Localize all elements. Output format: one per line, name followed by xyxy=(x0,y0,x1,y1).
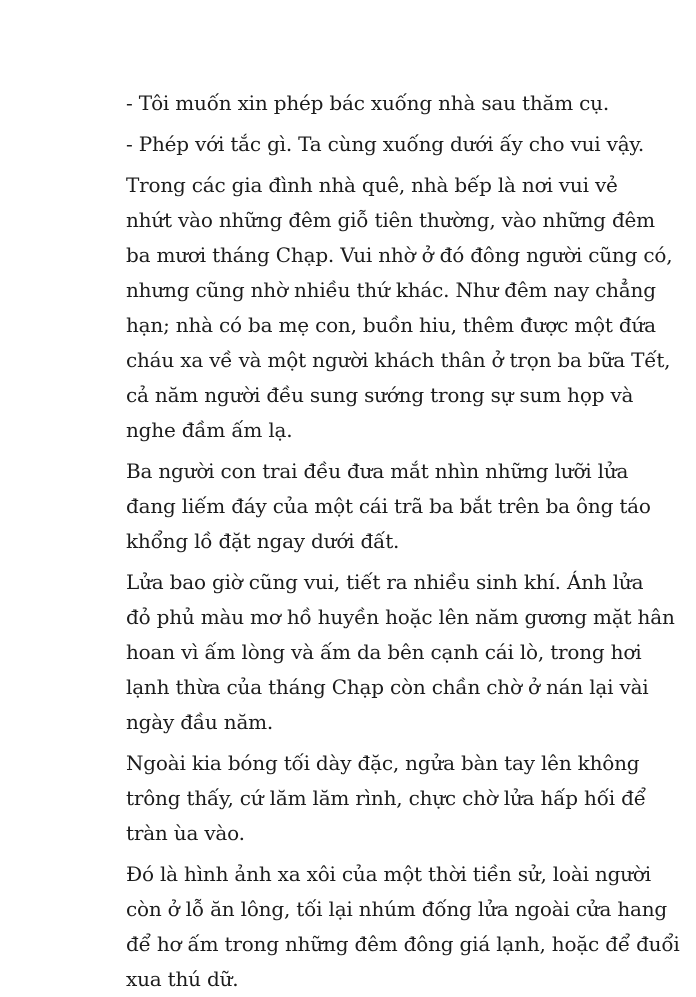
text-line: còn ở lỗ ăn lông, tối lại nhúm đống lửa ngoài cửa hang xyxy=(126,897,668,921)
text-line: để hơ ấm trong những đêm đông giá lạnh, hoặc để đuổi xyxy=(126,932,680,956)
text-line: - Phép với tắc gì. Ta cùng xuống dưới ấy cho vui vậy. xyxy=(126,132,645,156)
paragraph-firelight xyxy=(126,565,675,740)
paragraph-darkness xyxy=(126,746,646,851)
text-line: - Tôi muốn xin phép bác xuống nhà sau thăm cụ. xyxy=(126,91,609,115)
text-line: cháu xa về và một người khách thân ở trọn ba bữa Tết, xyxy=(126,348,671,372)
text-line: đỏ phủ màu mơ hồ huyền hoặc lên năm gương mặt hân xyxy=(126,605,675,629)
paragraph-dialogue-2 xyxy=(126,127,645,162)
text-line: Lửa bao giờ cũng vui, tiết ra nhiều sinh khí. Ánh lửa xyxy=(126,570,644,594)
text-line: nhưng cũng nhờ nhiều thứ khác. Như đêm nay chẳng xyxy=(126,278,656,302)
text-line: Trong các gia đình nhà quê, nhà bếp là nơi vui vẻ xyxy=(126,173,618,197)
text-line: lạnh thừa của tháng Chạp còn chần chờ ở nán lại vài xyxy=(126,675,649,699)
text-line: cả năm người đều sung sướng trong sự sum họp và xyxy=(126,383,634,407)
text-line: khổng lồ đặt ngay dưới đất. xyxy=(126,529,400,553)
paragraph-prehistory xyxy=(126,857,680,997)
text-line: tràn ùa vào. xyxy=(126,821,245,845)
text-line: ba mươi tháng Chạp. Vui nhờ ở đó đông người cũng có, xyxy=(126,243,673,267)
body-text xyxy=(126,86,680,997)
text-line: Đó là hình ảnh xa xôi của một thời tiền sử, loài người xyxy=(126,862,651,886)
text-line: ngày đầu năm. xyxy=(126,710,274,734)
paragraph-kitchen xyxy=(126,168,673,448)
text-line: Ngoài kia bóng tối dày đặc, ngửa bàn tay lên không xyxy=(126,751,640,775)
paragraph-fire-tongues xyxy=(126,454,651,559)
text-line: nhứt vào những đêm giỗ tiên thường, vào những đêm xyxy=(126,208,655,232)
text-line: nghe đầm ấm lạ. xyxy=(126,418,293,442)
text-line: xua thú dữ. xyxy=(126,967,239,991)
text-line: trông thấy, cứ lăm lăm rình, chực chờ lửa hấp hối để xyxy=(126,786,646,810)
text-line: hoan vì ấm lòng và ấm da bên cạnh cái lò, trong hơi xyxy=(126,640,642,664)
text-line: đang liếm đáy của một cái trã ba bắt trên ba ông táo xyxy=(126,494,651,518)
paragraph-dialogue-1 xyxy=(126,86,609,121)
text-line: Ba người con trai đều đưa mắt nhìn những lưỡi lửa xyxy=(126,459,629,483)
text-line: hạn; nhà có ba mẹ con, buồn hiu, thêm được một đứa xyxy=(126,313,656,337)
